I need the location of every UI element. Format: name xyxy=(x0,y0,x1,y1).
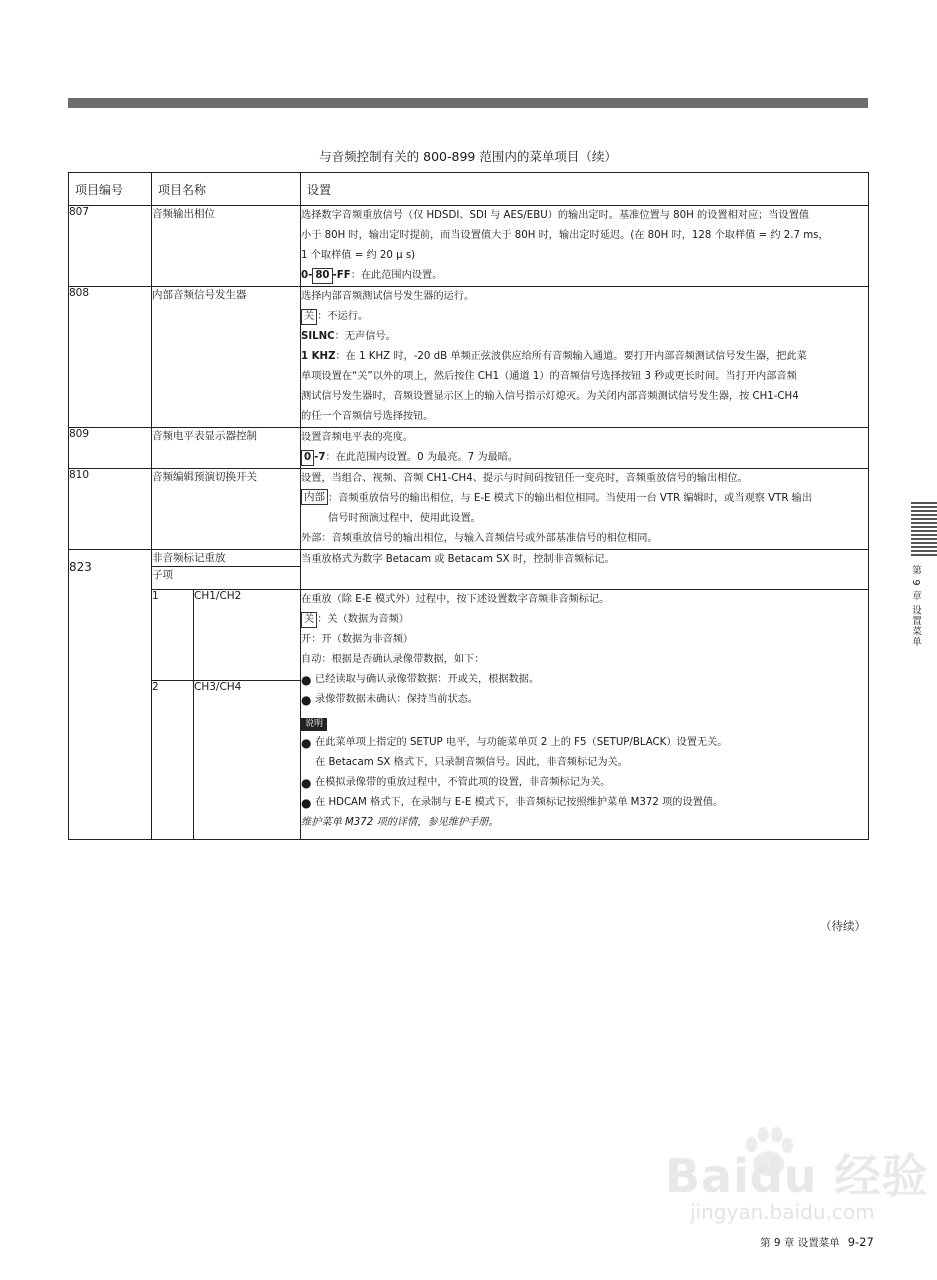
continued-label: （待续） xyxy=(820,919,866,933)
item-name: 内部音频信号发生器 xyxy=(152,287,301,428)
item-number: 823 xyxy=(69,550,152,840)
range-end: -FF xyxy=(332,270,351,281)
chapter-tab-lines xyxy=(911,502,937,558)
item-name: 音频输出相位 xyxy=(152,206,301,287)
default-value-box: 关 xyxy=(301,612,317,628)
setting-text: 选择内部音频测试信号发生器的运行。 xyxy=(301,291,475,302)
bullet-icon: ● xyxy=(301,736,312,750)
item-name: 音频电平表显示器控制 xyxy=(152,428,301,469)
item-number: 810 xyxy=(69,469,152,550)
setting-text: 的任一个音频信号选择按钮。 xyxy=(301,411,434,422)
option-silnc xyxy=(301,327,868,347)
default-value-box: 关 xyxy=(301,309,317,325)
item-name: 非音频标记重放 xyxy=(152,550,301,567)
table-row-823 xyxy=(69,550,869,567)
option-desc-line: 信号时预演过程中，使用此设置。 xyxy=(328,513,481,524)
item-name: 音频编辑预演切换开关 xyxy=(152,469,301,550)
option-desc: ：关（数据为音频） xyxy=(317,614,409,625)
watermark-url: jingyan.baidu.com xyxy=(690,1200,875,1224)
option-on: 开：开（数据为非音频） xyxy=(301,634,414,645)
list-item-text: 在此菜单项上指定的 SETUP 电平，与功能菜单页 2 上的 F5（SETUP/BLACK）设置无关。 xyxy=(315,737,728,748)
note-text: 维护菜单 M372 项的详情，参见维护手册。 xyxy=(301,817,499,828)
option-internal xyxy=(301,489,868,529)
subitem-name: CH3/CH4 xyxy=(194,681,301,840)
table-header-row xyxy=(69,173,869,206)
setting-range xyxy=(301,448,868,468)
header-item-number: 项目编号 xyxy=(69,173,152,206)
option-label: 1 KHZ xyxy=(301,351,336,362)
item-number: 809 xyxy=(69,428,152,469)
option-auto: 自动：根据是否确认录像带数据，如下： xyxy=(301,654,485,665)
setting-text: 小于 80H 时，输出定时提前，而当设置值大于 80H 时，输出定时延迟。(在 80H 时，128 个取样值 = 约 2.7 ms， xyxy=(301,230,829,241)
list-item-text: 录像带数据未确认：保持当前状态。 xyxy=(315,694,479,705)
list-item xyxy=(301,733,868,753)
range-desc: ：在此范围内设置。 xyxy=(350,270,443,281)
range-start: 0- xyxy=(301,270,313,281)
table-row-808 xyxy=(69,287,869,428)
table-title: 与音频控制有关的 800-899 范围内的菜单项目（续） xyxy=(319,149,617,164)
list-item xyxy=(301,773,868,793)
item-setting xyxy=(301,206,869,287)
table-row-807 xyxy=(69,206,869,287)
setting-text: 单项设置在“关”以外的项上，然后按住 CH1（通道 1）的音频信号选择按钮 3 秒或更长时间。当打开内部音频 xyxy=(301,371,797,382)
menu-items-table xyxy=(68,172,869,840)
subitem-number: 1 xyxy=(152,590,194,681)
item-setting xyxy=(301,590,869,840)
setting-text: 在重放（除 E-E 模式外）过程中，按下述设置数字音频非音频标记。 xyxy=(301,594,610,605)
bullet-icon: ● xyxy=(301,693,312,707)
option-desc xyxy=(328,489,868,529)
table-row-809 xyxy=(69,428,869,469)
option-desc: ：不运行。 xyxy=(317,311,369,322)
item-setting xyxy=(301,550,869,590)
subitem-label: 子项 xyxy=(152,567,301,590)
setting-range xyxy=(301,266,868,286)
bullet-icon: ● xyxy=(301,776,312,790)
list-item xyxy=(301,690,868,710)
default-value-box: 0 xyxy=(301,450,314,466)
range-end: -7 xyxy=(314,452,326,463)
option-off xyxy=(301,307,868,327)
list-item-text: 在模拟录像带的重放过程中，不管此项的设置，非音频标记为关。 xyxy=(315,777,611,788)
setting-text: 设置，当组合、视频、音频 CH1-CH4、提示与时间码按钮任一变亮时，音频重放信号的输出相位。 xyxy=(301,473,748,484)
watermark-logo: Baidu 经验 xyxy=(665,1149,929,1203)
option-desc-line: ：音频重放信号的输出相位，与 E-E 模式下的输出相位相同。当使用一台 VTR 编辑时，或当观察 VTR 输出 xyxy=(328,493,813,504)
item-setting xyxy=(301,428,869,469)
list-item xyxy=(301,793,868,813)
setting-text: 当重放格式为数字 Betacam 或 Betacam SX 时，控制非音频标记。 xyxy=(301,554,615,565)
bullet-icon: ● xyxy=(301,796,312,810)
top-rule-bar xyxy=(68,98,868,108)
item-number: 807 xyxy=(69,206,152,287)
header-setting: 设置 xyxy=(301,173,869,206)
item-setting xyxy=(301,469,869,550)
list-item xyxy=(301,670,868,690)
footer-chapter: 第 9 章 设置菜单 xyxy=(760,1237,840,1249)
list-item-text: 在 HDCAM 格式下，在录制与 E-E 模式下，非音频标记按照维护菜单 M372 项的设置值。 xyxy=(315,797,724,808)
subitem-name: CH1/CH2 xyxy=(194,590,301,681)
table-row-810 xyxy=(69,469,869,550)
option-external: 外部：音频重放信号的输出相位，与输入音频信号或外部基准信号的相位相同。 xyxy=(301,533,658,544)
setting-text: 选择数字音频重放信号（仅 HDSDI、SDI 与 AES/EBU）的输出定时。基准位置与 80H 的设置相对应；当设置值 xyxy=(301,210,810,221)
option-label: SILNC xyxy=(301,331,335,342)
item-setting xyxy=(301,287,869,428)
range-desc: ：在此范围内设置。0 为最亮。7 为最暗。 xyxy=(325,452,519,463)
subitem-row-1 xyxy=(69,590,869,681)
default-value-box: 80 xyxy=(312,268,332,284)
setting-text: 1 个取样值 = 约 20 μ s) xyxy=(301,250,416,261)
header-item-name: 项目名称 xyxy=(152,173,301,206)
option-lead xyxy=(301,489,328,529)
subitem-number: 2 xyxy=(152,681,194,840)
note-tag: 说明 xyxy=(301,718,327,731)
option-desc: ：在 1 KHZ 时，-20 dB 单频正弦波供应给所有音频输入通道。要打开内部音频测试信号发生器，把此菜 xyxy=(335,351,807,362)
option-desc: ：无声信号。 xyxy=(334,331,396,342)
note-text: 在 Betacam SX 格式下，只录制音频信号。因此，非音频标记为关。 xyxy=(315,757,628,768)
chapter-tab-label: 第 9 章 设置菜单 xyxy=(910,565,921,648)
option-1khz xyxy=(301,347,868,367)
item-number: 808 xyxy=(69,287,152,428)
setting-text: 测试信号发生器时，音频设置显示区上的输入信号指示灯熄灭。为关闭内部音频测试信号发生器，按 CH1-CH4 xyxy=(301,391,799,402)
page-footer xyxy=(760,1235,874,1250)
page-number: 9-27 xyxy=(847,1235,874,1249)
list-item-text: 已经读取与确认录像带数据：开或关，根据数据。 xyxy=(315,674,540,685)
default-value-box: 内部 xyxy=(301,489,328,505)
setting-text: 设置音频电平表的亮度。 xyxy=(301,432,414,443)
option-off xyxy=(301,610,868,630)
bullet-icon: ● xyxy=(301,673,312,687)
